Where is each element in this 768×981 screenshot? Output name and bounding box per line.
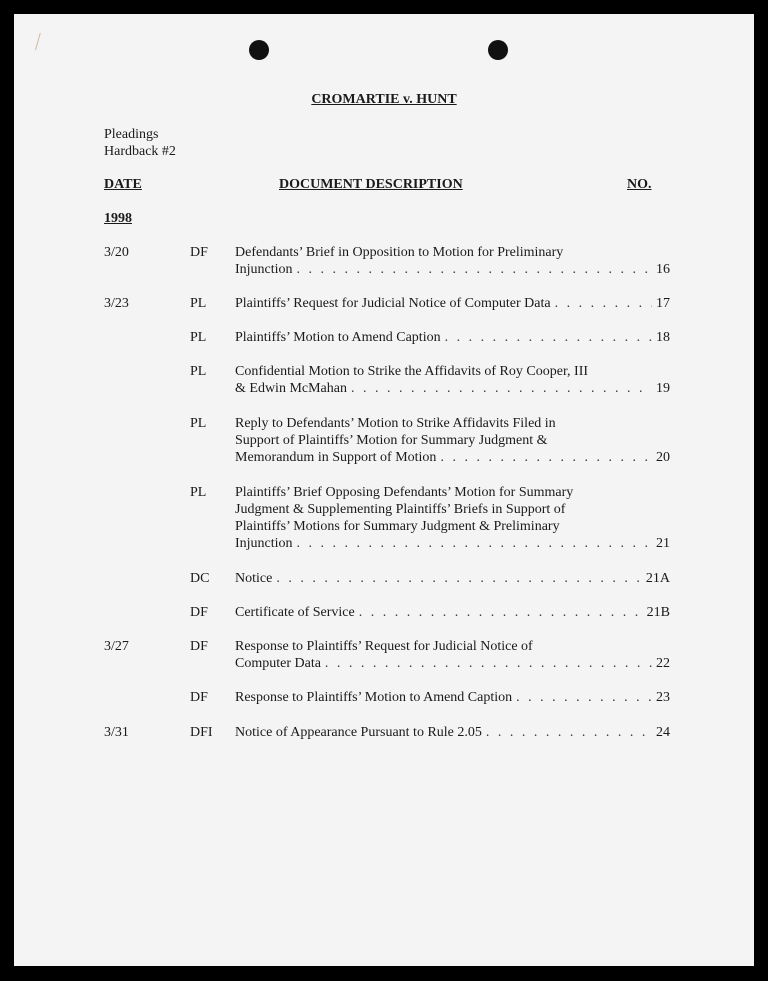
volume-label-line2: Hardback #2 — [104, 144, 176, 159]
entry-party-code: DF — [190, 690, 208, 705]
entry-number: 16 — [656, 262, 670, 277]
entry-party-code: PL — [190, 330, 207, 345]
column-header-description: DOCUMENT DESCRIPTION — [279, 177, 463, 192]
dot-leader — [325, 655, 652, 672]
entry-party-code: DF — [190, 245, 208, 260]
entry-description-line: Judgment & Supplementing Plaintiffs’ Briefs in Support of — [235, 502, 566, 517]
entry-description-last-line — [235, 604, 670, 621]
entry-description-line: Notice — [235, 571, 273, 586]
entry-party-code: PL — [190, 364, 207, 379]
entry-number: 21B — [646, 605, 670, 620]
entry-description — [235, 329, 670, 346]
entry-party-code: DF — [190, 605, 208, 620]
entry-description-line: Response to Plaintiffs’ Request for Judicial Notice of — [235, 639, 533, 654]
volume-label-line1: Pleadings — [104, 127, 159, 142]
entry-party-code: DF — [190, 639, 208, 654]
entry-description-line: Plaintiffs’ Motion to Amend Caption — [235, 330, 441, 345]
entry-description-line: Injunction — [235, 262, 293, 277]
volume-label — [104, 126, 176, 160]
entry-party-code: DC — [190, 571, 210, 586]
case-title: CROMARTIE v. HUNT — [311, 92, 457, 107]
entry-description — [235, 689, 670, 706]
entry-description-line: Memorandum in Support of Motion — [235, 450, 437, 465]
entry-number: 18 — [656, 330, 670, 345]
dot-leader — [445, 329, 652, 346]
entry-description-line: Notice of Appearance Pursuant to Rule 2.05 — [235, 725, 482, 740]
punch-hole-right — [488, 40, 508, 60]
entry-number: 22 — [656, 656, 670, 671]
entry-description-line: Plaintiffs’ Motions for Summary Judgment & Preliminary — [235, 519, 560, 534]
entry-description-last-line — [235, 724, 670, 741]
column-header-date: DATE — [104, 177, 142, 192]
entry-number: 19 — [656, 381, 670, 396]
dot-leader — [440, 449, 652, 466]
entry-party-code: PL — [190, 416, 207, 431]
entry-description-line: Certificate of Service — [235, 605, 355, 620]
document-page — [14, 14, 754, 966]
entry-description-last-line — [235, 535, 670, 552]
entry-party-code: PL — [190, 485, 207, 500]
dot-leader — [555, 295, 652, 312]
year-heading: 1998 — [104, 211, 132, 226]
dot-leader — [276, 570, 642, 587]
entry-number: 20 — [656, 450, 670, 465]
entry-description-line: Support of Plaintiffs’ Motion for Summary Judgment & — [235, 433, 548, 448]
entry-date: 3/27 — [104, 639, 129, 654]
entry-description — [235, 415, 670, 466]
entry-description-line: Defendants’ Brief in Opposition to Motion for Preliminary — [235, 245, 564, 260]
entry-description-last-line — [235, 449, 670, 466]
entry-description-line: & Edwin McMahan — [235, 381, 347, 396]
entry-description-line: Injunction — [235, 536, 293, 551]
entry-description — [235, 604, 670, 621]
dot-leader — [297, 261, 652, 278]
entry-description — [235, 244, 670, 278]
entry-description-last-line — [235, 570, 670, 587]
entry-description-last-line — [235, 380, 670, 397]
stain-mark: ⁄ — [31, 28, 44, 54]
entry-number: 17 — [656, 296, 670, 311]
entry-description — [235, 363, 670, 397]
entry-description-last-line — [235, 655, 670, 672]
entry-description — [235, 724, 670, 741]
entry-description-line: Computer Data — [235, 656, 321, 671]
entry-date: 3/20 — [104, 245, 129, 260]
entry-description-last-line — [235, 689, 670, 706]
entry-number: 24 — [656, 725, 670, 740]
entry-description — [235, 484, 670, 552]
entry-description — [235, 570, 670, 587]
dot-leader — [351, 380, 652, 397]
dot-leader — [297, 535, 652, 552]
entry-party-code: PL — [190, 296, 207, 311]
entry-description-last-line — [235, 329, 670, 346]
entry-description-line: Reply to Defendants’ Motion to Strike Affidavits Filed in — [235, 416, 556, 431]
dot-leader — [486, 724, 652, 741]
column-header-number: NO. — [627, 177, 652, 192]
entry-number: 21A — [645, 571, 670, 586]
entry-number: 21 — [656, 536, 670, 551]
entry-description-line: Plaintiffs’ Brief Opposing Defendants’ Motion for Summary — [235, 485, 574, 500]
entry-description-last-line — [235, 295, 670, 312]
entry-description-line: Confidential Motion to Strike the Affidavits of Roy Cooper, III — [235, 364, 589, 379]
dot-leader — [516, 689, 652, 706]
punch-hole-left — [249, 40, 269, 60]
entry-description-last-line — [235, 261, 670, 278]
entry-party-code: DFI — [190, 725, 213, 740]
entry-number: 23 — [656, 690, 670, 705]
entry-description — [235, 295, 670, 312]
dot-leader — [359, 604, 643, 621]
entry-date: 3/23 — [104, 296, 129, 311]
entry-description-line: Response to Plaintiffs’ Motion to Amend Caption — [235, 690, 513, 705]
entry-date: 3/31 — [104, 725, 129, 740]
entry-description — [235, 638, 670, 672]
entry-description-line: Plaintiffs’ Request for Judicial Notice of Computer Data — [235, 296, 551, 311]
